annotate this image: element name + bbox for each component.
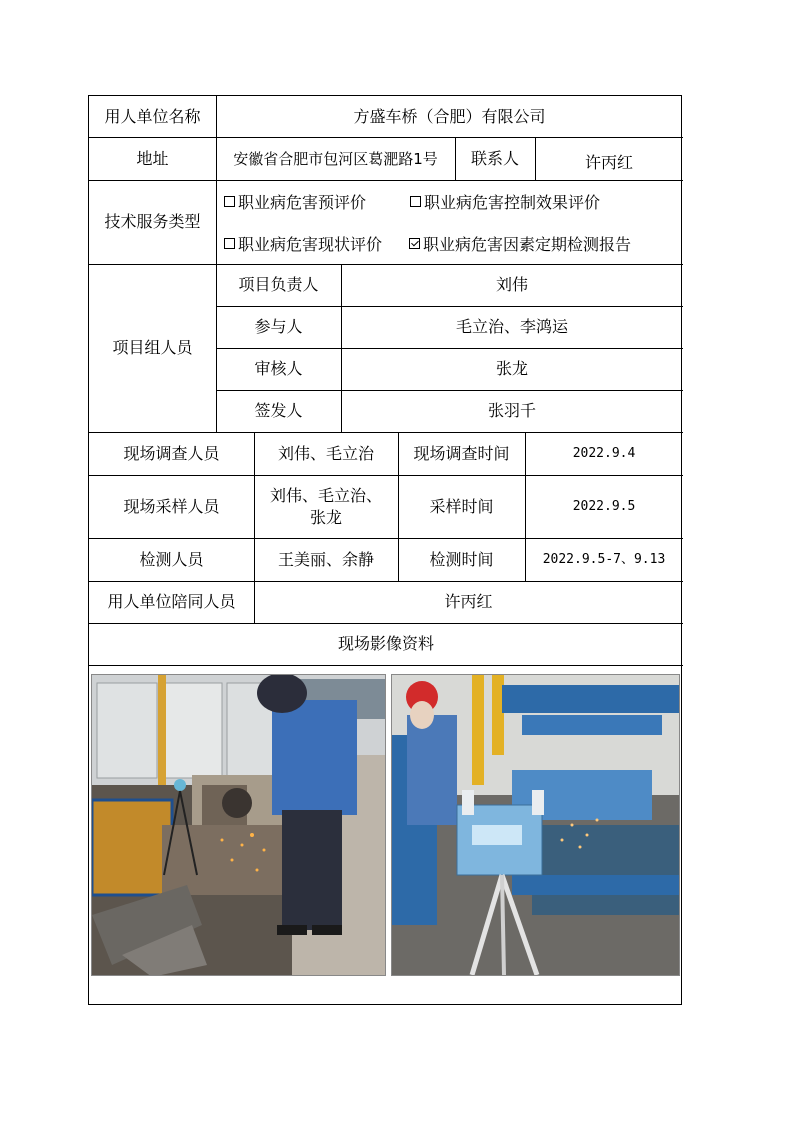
service-option-label: 职业病危害预评价 <box>238 193 367 212</box>
service-type-label: 技术服务类型 <box>104 212 201 231</box>
team-name: 毛立治、李鸿运 <box>455 317 568 336</box>
service-option-pre-evaluation[interactable] <box>224 190 366 213</box>
checkbox-icon <box>410 196 421 207</box>
checkbox-icon <box>224 196 235 207</box>
service-option-periodic-testing[interactable] <box>409 232 631 255</box>
team-role: 参与人 <box>254 317 303 336</box>
contact-label: 联系人 <box>470 148 519 168</box>
checked-checkbox-icon <box>409 238 420 249</box>
employer-value: 方盛车桥（合肥）有限公司 <box>353 106 546 126</box>
address-label: 地址 <box>136 148 169 168</box>
team-role: 签发人 <box>254 401 303 420</box>
team-role: 审核人 <box>254 359 303 378</box>
testing-staff-label: 检测人员 <box>139 549 204 569</box>
site-photo-welding <box>91 674 386 976</box>
survey-staff-label: 现场调查人员 <box>123 443 220 463</box>
service-option-label: 职业病危害因素定期检测报告 <box>423 235 632 254</box>
survey-time-value: 2022.9.4 <box>572 445 636 461</box>
service-option-control-effect[interactable] <box>410 190 600 213</box>
team-role: 项目负责人 <box>238 275 319 294</box>
survey-staff-value: 刘伟、毛立治 <box>277 443 374 463</box>
team-label: 项目组人员 <box>112 338 193 357</box>
site-photo-sampler <box>391 674 680 976</box>
service-option-status-evaluation[interactable] <box>224 232 382 255</box>
team-name: 张羽千 <box>487 401 536 420</box>
survey-time-label: 现场调查时间 <box>413 443 510 463</box>
testing-staff-value: 王美丽、余静 <box>277 549 374 569</box>
team-name: 刘伟 <box>495 275 528 294</box>
employer-label: 用人单位名称 <box>104 106 201 126</box>
team-name: 张龙 <box>495 359 528 378</box>
testing-time-label: 检测时间 <box>429 549 494 569</box>
address-value: 安徽省合肥市包河区葛淝路1号 <box>233 149 438 168</box>
sampling-staff-value: 刘伟、毛立治、张龙 <box>269 485 382 527</box>
info-table <box>88 95 682 1005</box>
sampling-time-value: 2022.9.5 <box>572 498 636 514</box>
escort-label: 用人单位陪同人员 <box>107 592 236 611</box>
sampling-time-label: 采样时间 <box>429 496 494 516</box>
service-option-label: 职业病危害现状评价 <box>238 235 383 254</box>
service-option-label: 职业病危害控制效果评价 <box>424 193 601 212</box>
sampling-staff-label: 现场采样人员 <box>123 496 220 516</box>
escort-value: 许丙红 <box>444 592 493 611</box>
checkbox-icon <box>224 238 235 249</box>
contact-value: 许丙红 <box>584 152 633 172</box>
site-images-label: 现场影像资料 <box>337 634 434 653</box>
testing-time-value: 2022.9.5-7、9.13 <box>542 551 666 567</box>
